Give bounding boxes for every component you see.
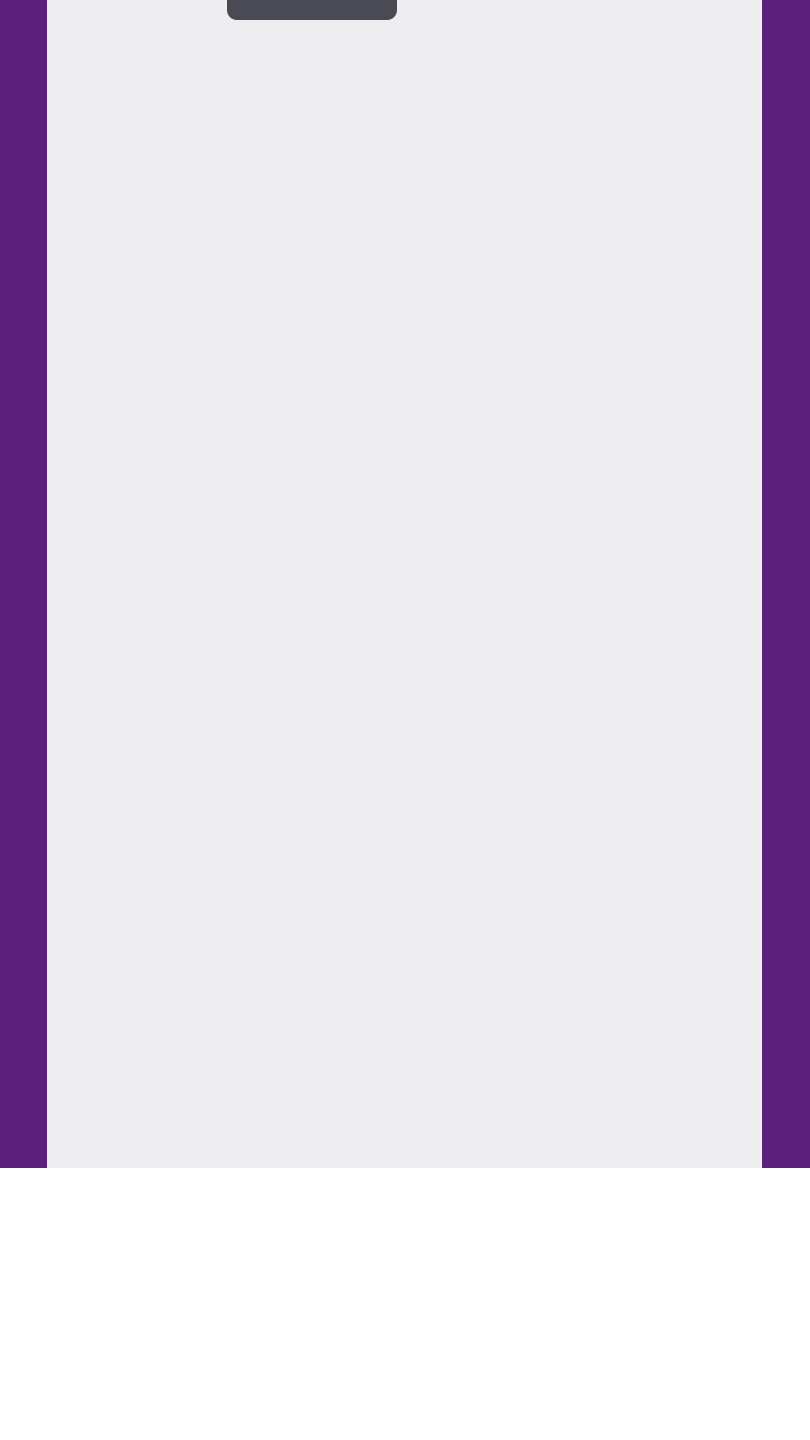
phone-notch bbox=[227, 0, 397, 20]
testimonial-screenshot-top bbox=[47, 0, 762, 1168]
testimonial-screenshot-bottom bbox=[0, 1168, 810, 1440]
